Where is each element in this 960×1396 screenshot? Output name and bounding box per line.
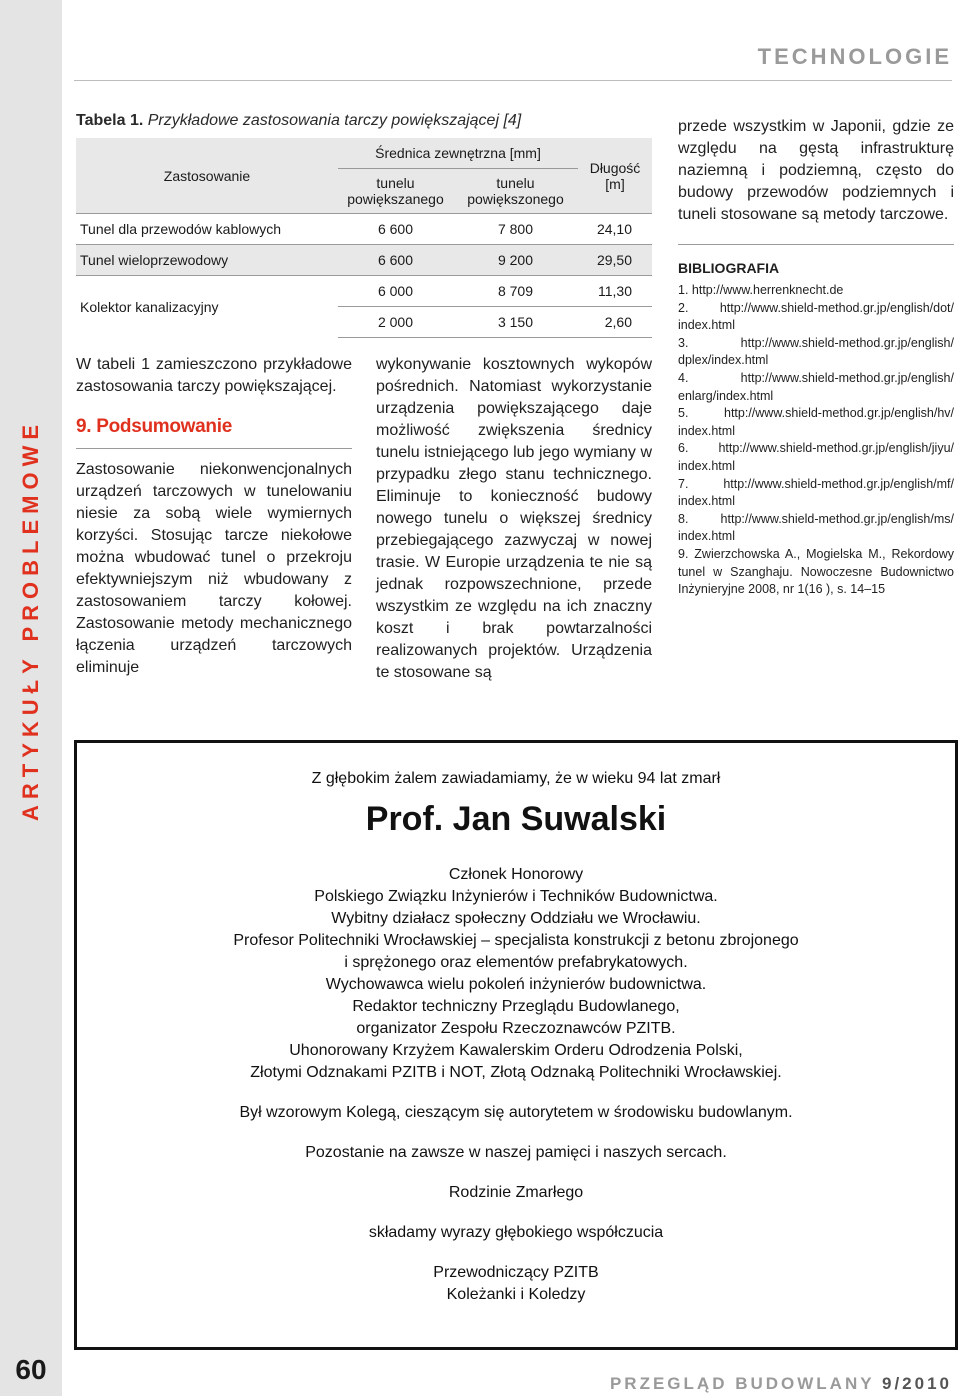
header-diameter: Średnica zewnętrzna [mm] [338,138,578,169]
paragraph: Zastosowanie niekonwencjonalnych urządzeń tarczowych w tunelowaniu niesie za sobą wiele wymiernych korzyści. Stosując tarcze niekołowe można wbudować tunel o przekroju efektywniejszym niż wbudowany z zastosowaniem tarczy kołowej. Zastosowanie metody mechanicznego łączenia urządzeń tarczowych eliminuje [76,461,352,676]
obituary-intro: Z głębokim żalem zawiadamiamy, że w wieku 94 lat zmarł [311,770,721,787]
obituary-name: Prof. Jan Suwalski [365,800,667,838]
issue-number: 9/2010 [882,1374,952,1393]
obituary-line: Redaktor techniczny Przeglądu Budowlanego, [352,998,680,1015]
row-d1: 6 600 [338,214,453,245]
bibliography-rule [678,244,954,245]
table-caption-label: Tabela 1. [76,112,144,129]
row-d1: 2 000 [338,307,453,338]
obituary-chairman: Przewodniczący PZITB [433,1264,599,1281]
paragraph: przede wszystkim w Japonii, gdzie ze względu na gęstą infrastrukturę naziemną i podziemną, często do budowy przewodów podziemnych i tuneli stosowane są metody tarczowe. [678,118,954,223]
row-name: Tunel dla przewodów kablowych [76,214,338,245]
header-rule [74,80,952,81]
header-enlarged: tunelu powiększonego [453,169,578,214]
obituary-line: Wychowawca wielu pokoleń inżynierów budownictwa. [325,976,707,993]
table-row [76,214,652,245]
row-name: Tunel wieloprzewodowy [76,245,338,276]
bibliography-title: BIBLIOGRAFIA [678,260,780,276]
bibliography-item: 8. http://www.shield-method.gr.jp/english/ms/ index.html [678,511,954,544]
row-d1: 6 000 [338,276,453,307]
obituary-line: Złotymi Odznakami PZITB i NOT, Złotą Odznaką Politechniki Wrocławskiej. [250,1064,782,1081]
obituary-line: Wybitny działacz społeczny Oddziału we Wrocławiu. [331,910,701,927]
obituary-condolence: składamy wyrazy głębokiego współczucia [368,1224,664,1241]
footer [610,1374,952,1394]
row-len: 24,10 [578,214,652,245]
table-row [76,245,652,276]
table-caption [76,112,521,130]
obituary-family: Rodzinie Zmarłego [448,1184,584,1201]
row-d1: 6 600 [338,245,453,276]
obituary-memory: Pozostanie na zawsze w naszej pamięci i naszych sercach. [305,1144,727,1161]
text-column-2 [376,354,652,684]
table-row [76,276,652,307]
row-len: 11,30 [578,276,652,307]
obituary-content [94,760,938,1350]
obituary-line: Profesor Politechniki Wrocławskiej – specjalista konstrukcji z betonu zbrojonego [233,932,799,949]
obituary-box [74,740,958,1350]
row-d2: 9 200 [453,245,578,276]
bibliography-item: 1. http://www.herrenknecht.de [678,283,844,297]
obituary-line: Uhonorowany Krzyżem Kawalerskim Orderu Odrodzenia Polski, [289,1042,743,1059]
bibliography-item: 9. Zwierzchowska A., Mogielska M., Rekordowy tunel w Szanghaju. Nowoczesne Budownictwo Inżynieryjne 2008, nr 1(16 ), s. 14–15 [678,546,954,597]
text-column-1 [76,354,352,679]
paragraph: wykonywanie kosztownych wykopów pośrednich. Natomiast wykorzystanie urządzenia powiększającego daje możliwość zwiększenia średnicy tunelu istniejącego lub jego wymiany w przypadku złego stanu technicznego. Eliminuje to konieczność budowy nowego tunelu o większej średnicy przebiegającego zazwyczaj w nowej trasie. W Europie urządzenia te nie są jednak rozpowszechnione, przede wszystkim ze względu na ich znaczny koszt i brak powtarzalności realizowanych projektów. Urządzenia te stosowane są [376,356,652,681]
row-d2: 3 150 [453,307,578,338]
text-column-3 [678,116,954,599]
table-caption-text: Przykładowe zastosowania tarczy powiększającej [4] [143,112,522,129]
row-d2: 7 800 [453,214,578,245]
obituary-line: Polskiego Związku Inżynierów i Techników Budownictwa. [314,888,718,905]
bibliography-item: 2. http://www.shield-method.gr.jp/english/dot/ index.html [678,300,954,333]
obituary-line: i sprężonego oraz elementów prefabrykatowych. [344,954,688,971]
row-len: 29,50 [578,245,652,276]
obituary-line: Członek Honorowy [448,866,584,883]
applications-table [76,138,652,338]
obituary-colleague: Był wzorowym Kolegą, cieszącym się autorytetem w środowisku budowlanym. [239,1104,793,1121]
sidebar [0,0,62,1396]
header-enlarging: tunelu powiększanego [338,169,453,214]
section-title: 9. Podsumowanie [76,416,352,449]
section-header: TECHNOLOGIE [757,44,952,69]
section-label: ARTYKUŁY PROBLEMOWE [18,418,43,822]
row-len: 2,60 [578,307,652,338]
bibliography-item: 3. http://www.shield-method.gr.jp/english/ dplex/index.html [678,335,954,368]
magazine-title: PRZEGLĄD BUDOWLANY [609,1374,875,1393]
page-number: 60 [15,1354,47,1385]
row-name: Kolektor kanalizacyjny [76,276,338,338]
bibliography-item: 6. http://www.shield-method.gr.jp/english/jiyu/ index.html [678,441,954,473]
obituary-colleagues: Koleżanki i Koledzy [446,1286,586,1303]
bibliography-item: 7. http://www.shield-method.gr.jp/english/mf/ index.html [678,476,954,509]
obituary-line: organizator Zespołu Rzeczoznawców PZITB. [356,1020,676,1037]
header-application: Zastosowanie [76,138,338,214]
row-d2: 8 709 [453,276,578,307]
header-length: Długość [m] [578,138,652,214]
paragraph: W tabeli 1 zamieszczono przykładowe zastosowania tarczy powiększającej. [76,356,352,395]
bibliography-item: 5. http://www.shield-method.gr.jp/english/hv/ index.html [678,406,954,438]
bibliography-item: 4. http://www.shield-method.gr.jp/english/ enlarg/index.html [678,370,954,403]
table-header-row [76,138,652,169]
